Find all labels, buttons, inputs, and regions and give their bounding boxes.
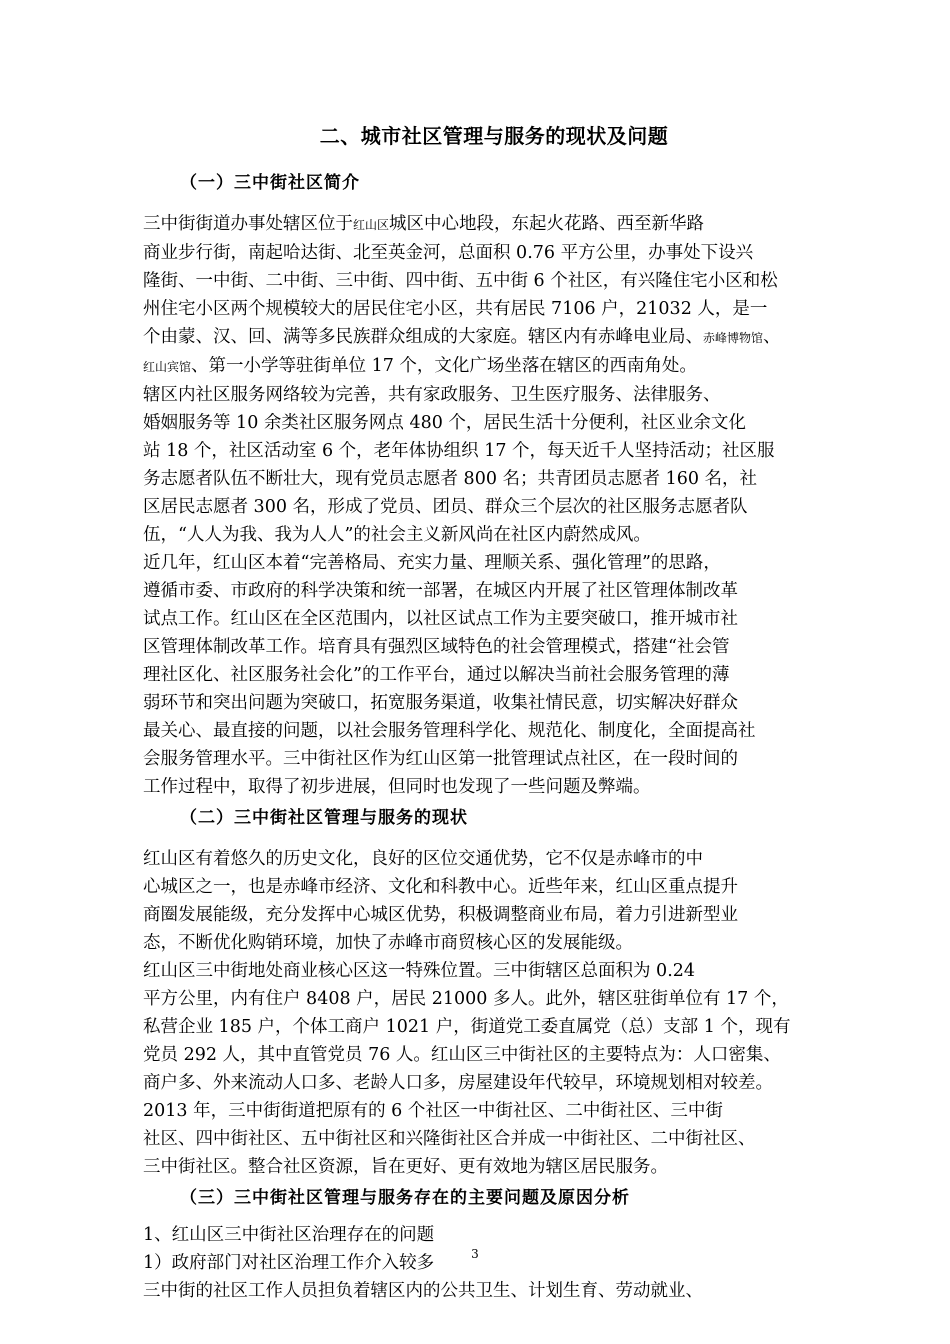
text-line: 试点工作。红山区在全区范围内，以社区试点工作为主要突破口，推开城市社 <box>143 609 738 629</box>
text-line: 州住宅小区两个规模较大的居民住宅小区，共有居民 7106 户，21032 人，是一 <box>143 299 768 319</box>
text-line: 会服务管理水平。三中街社区作为红山区第一批管理试点社区，在一段时间的 <box>143 749 738 769</box>
text-line: 三中街社区。整合社区资源，旨在更好、更有效地为辖区居民服务。 <box>143 1157 668 1177</box>
list-subitem-heading: 1）政府部门对社区治理工作介入较多 <box>143 1253 435 1273</box>
text-line: 区管理体制改革工作。培育具有强烈区域特色的社会管理模式，搭建“社会管 <box>143 637 730 657</box>
section-3-body <box>143 1221 845 1305</box>
text-line: 理社区化、社区服务社会化”的工作平台，通过以解决当前社会服务管理的薄 <box>143 665 730 685</box>
text-line: 伍，“人人为我、我为人人”的社会主义新风尚在社区内蔚然成风。 <box>143 525 651 545</box>
paragraph-s1-p3 <box>143 549 845 801</box>
text-line: 弱环节和突出问题为突破口，拓宽服务渠道，收集社情民意，切实解决好群众 <box>143 693 738 713</box>
section-heading-1: （一）三中街社区简介 <box>180 173 360 193</box>
paragraph-s2-p2 <box>143 957 845 1097</box>
text-line: 红山区三中街地处商业核心区这一特殊位置。三中街辖区总面积为 0.24 <box>143 961 696 981</box>
page-number: 3 <box>471 1247 479 1261</box>
paragraph-s2-p1 <box>143 845 845 957</box>
text-line: 站 18 个，社区活动室 6 个，老年体协组织 17 个，每天近千人坚持活动；社区服 <box>143 441 775 461</box>
section-heading-3: （三）三中街社区管理与服务存在的主要问题及原因分析 <box>180 1188 630 1208</box>
text-line <box>143 352 845 381</box>
text-fragment: 、第一小学等驻街单位 17 个，文化广场坐落在辖区的西南角处。 <box>191 356 697 376</box>
text-line: 遵循市委、市政府的科学决策和统一部署，在城区内开展了社区管理体制改革 <box>143 581 738 601</box>
text-line: 商业步行街，南起哈达街、北至英金河，总面积 0.76 平方公里，办事处下设兴 <box>143 243 754 263</box>
text-line: 私营企业 185 户，个体工商户 1021 户，街道党工委直属党（总）支部 1 个，现有 <box>143 1017 791 1037</box>
text-line: 务志愿者队伍不断壮大，现有党员志愿者 800 名；共青团员志愿者 160 名，社 <box>143 469 758 489</box>
text-line <box>143 210 845 239</box>
text-line: 近几年，红山区本着“完善格局、充实力量、理顺关系、强化管理”的思路， <box>143 553 721 573</box>
text-line: 隆街、一中街、二中街、三中街、四中街、五中街 6 个社区，有兴隆住宅小区和松 <box>143 271 778 291</box>
text-line: 党员 292 人，其中直管党员 76 人。红山区三中街社区的主要特点为：人口密集、 <box>143 1045 781 1065</box>
text-line: 红山区有着悠久的历史文化，良好的区位交通优势，它不仅是赤峰市的中 <box>143 849 703 869</box>
text-line: 婚姻服务等 10 余类社区服务网点 480 个，居民生活十分便利，社区业余文化 <box>143 413 746 433</box>
text-line: 商圈发展能级，充分发挥中心城区优势，积极调整商业布局，着力引进新型业 <box>143 905 738 925</box>
section-heading-2: （二）三中街社区管理与服务的现状 <box>180 808 468 828</box>
text-line: 工作过程中，取得了初步进展，但同时也发现了一些问题及弊端。 <box>143 777 651 797</box>
small-text: 红山宾馆 <box>143 360 192 374</box>
list-item-heading: 1、红山区三中街社区治理存在的问题 <box>143 1225 435 1245</box>
text-line <box>143 323 845 352</box>
paragraph-s1-p2 <box>143 381 845 549</box>
text-line: 心城区之一，也是赤峰市经济、文化和科教中心。近些年来，红山区重点提升 <box>143 877 738 897</box>
text-line: 态，不断优化购销环境，加快了赤峰市商贸核心区的发展能级。 <box>143 933 633 953</box>
text-line: 区居民志愿者 300 名，形成了党员、团员、群众三个层次的社区服务志愿者队 <box>143 497 748 517</box>
text-line: 三中街的社区工作人员担负着辖区内的公共卫生、计划生育、劳动就业、 <box>143 1281 703 1301</box>
text-fragment: 、 <box>763 327 781 347</box>
text-line: 辖区内社区服务网络较为完善，共有家政服务、卫生医疗服务、法律服务、 <box>143 385 721 405</box>
text-line: 平方公里，内有住户 8408 户，居民 21000 多人。此外，辖区驻街单位有 17 个， <box>143 989 789 1009</box>
text-line: 2013 年，三中街街道把原有的 6 个社区一中街社区、二中街社区、三中街 <box>143 1101 723 1121</box>
paragraph-s1-p1 <box>143 210 845 381</box>
small-text: 赤峰博物馆 <box>703 331 764 345</box>
paragraph-s2-p3 <box>143 1097 845 1181</box>
text-fragment: 个由蒙、汉、回、满等多民族群众组成的大家庭。辖区内有赤峰电业局、 <box>143 327 703 347</box>
page-content <box>143 118 845 1305</box>
chapter-heading: 二、城市社区管理与服务的现状及问题 <box>319 124 669 148</box>
text-line: 社区、四中街社区、五中街社区和兴隆街社区合并成一中街社区、二中街社区、 <box>143 1129 756 1149</box>
text-line: 商户多、外来流动人口多、老龄人口多，房屋建设年代较早，环境规划相对较差。 <box>143 1073 773 1093</box>
text-fragment: 三中街街道办事处辖区位于 <box>143 214 353 234</box>
text-line: 最关心、最直接的问题，以社会服务管理科学化、规范化、制度化，全面提高社 <box>143 721 756 741</box>
small-text: 红山区 <box>353 218 390 232</box>
text-fragment: 城区中心地段，东起火花路、西至新华路 <box>389 214 705 234</box>
